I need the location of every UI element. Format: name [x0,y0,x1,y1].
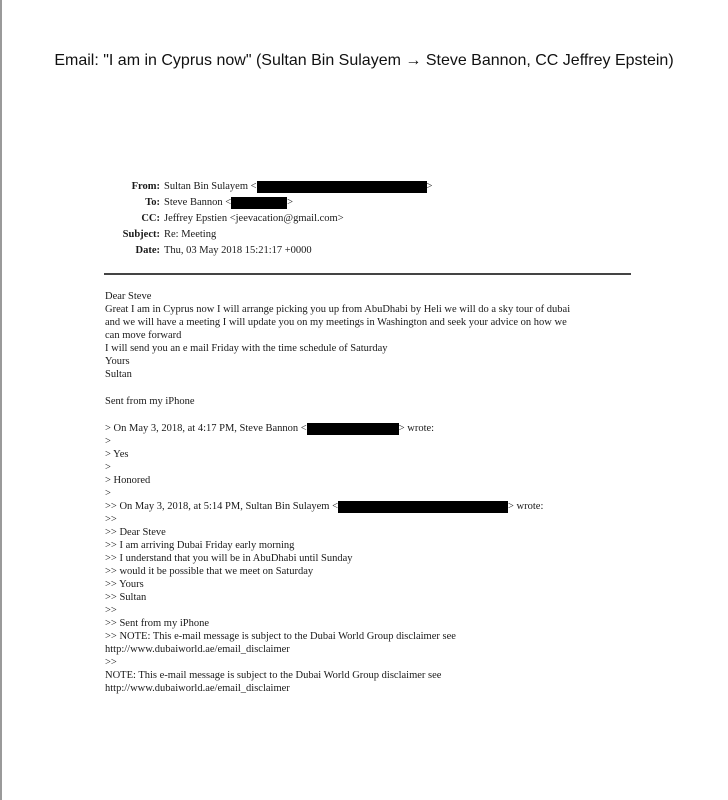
quote-line: >> [105,514,117,525]
body-line: Sultan [105,369,132,380]
to-label: To: [145,197,160,208]
body-line: can move forward [105,330,182,341]
quote-line: >> Sent from my iPhone [105,618,210,629]
quote-header-wrote: > wrote: [508,501,544,512]
disclaimer-note: NOTE: This e-mail message is subject to the Dubai World Group disclaimer see [105,670,442,681]
quote-line: >> [105,605,117,616]
subject-value: Re: Meeting [164,229,217,240]
body-line: Great I am in Cyprus now I will arrange picking you up from AbuDhabi by Heli we will do a sky tour of dubai [105,304,571,315]
date-value: Thu, 03 May 2018 15:21:17 +0000 [164,245,312,256]
quote-line: >> [105,657,117,668]
redaction-bar [231,197,287,209]
quote-header-sulayem [105,500,543,513]
quote-line: > [105,436,111,447]
header-divider [104,273,631,275]
left-border [0,0,2,800]
body-line: and we will have a meeting I will update you on my meetings in Washington and seek your advice on how we [105,317,567,328]
to-value [164,196,293,209]
quote-line: >> NOTE: This e-mail message is subject to the Dubai World Group disclaimer see [105,631,456,642]
quote-line: > [105,462,111,473]
date-label: Date: [135,245,160,256]
quote-line: >> Yours [105,579,144,590]
quote-line: >> I understand that you will be in AbuDhabi until Sunday [105,553,353,564]
quote-header-text: >> On May 3, 2018, at 5:14 PM, Sultan Bin Sulayem < [105,501,339,512]
to-name: Steve Bannon < [164,197,232,208]
quote-line: > Honored [105,475,151,486]
page-title: Email: "I am in Cyprus now" (Sultan Bin Sulayem → Steve Bannon, CC Jeffrey Epstein) [54,52,674,69]
body-line: Yours [105,356,130,367]
body-line: Dear Steve [105,291,152,302]
quote-line: >> Dear Steve [105,527,166,538]
from-label: From: [131,181,160,192]
subject-label: Subject: [122,229,160,240]
quote-line: >> I am arriving Dubai Friday early morning [105,540,295,551]
quote-line: > [105,488,111,499]
signature-line: Sent from my iPhone [105,396,195,407]
quote-header-wrote: > wrote: [398,423,435,434]
disclaimer-link: http://www.dubaiworld.ae/email_disclaimer [105,644,290,655]
body-line: I will send you an e mail Friday with the time schedule of Saturday [105,343,388,354]
redaction-bar [257,181,427,193]
redact-close: > [426,181,433,192]
redaction-bar [338,501,508,513]
redact-close: > [287,197,294,208]
cc-value: Jeffrey Epstien <jeevacation@gmail.com> [164,213,344,224]
quote-header-text: > On May 3, 2018, at 4:17 PM, Steve Bannon < [105,423,307,434]
quote-line: >> would it be possible that we meet on Saturday [105,566,314,577]
from-name: Sultan Bin Sulayem < [164,181,257,192]
disclaimer-link: http://www.dubaiworld.ae/email_disclaimer [105,683,290,694]
redaction-bar [307,423,399,435]
cc-label: CC: [141,213,160,224]
quote-line: >> Sultan [105,592,147,603]
quote-header-bannon [105,422,434,435]
from-value [164,180,432,193]
quote-line: > Yes [105,449,129,460]
